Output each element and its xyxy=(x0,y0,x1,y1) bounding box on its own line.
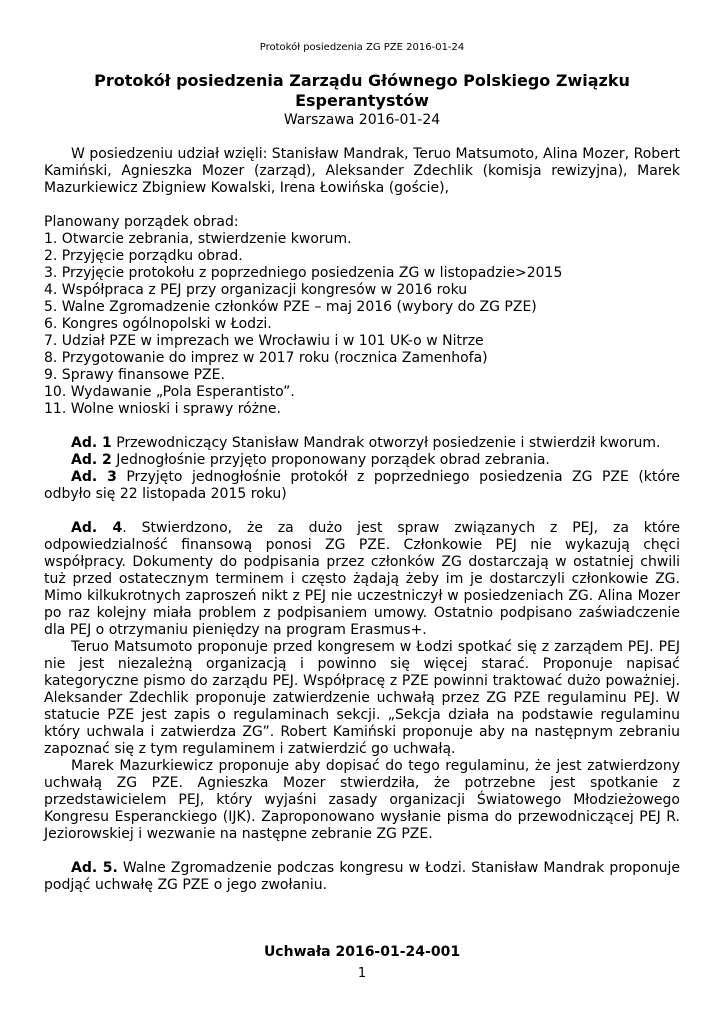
running-header: Protokół posiedzenia ZG PZE 2016-01-24 xyxy=(259,42,465,53)
agenda xyxy=(44,214,680,418)
ad1-paragraph xyxy=(44,435,680,452)
page-number: 1 xyxy=(357,966,367,981)
ad2-label: Ad. 2 xyxy=(71,452,112,468)
list-item: 7. Udział PZE w imprezach we Wrocławiu i w 101 UK-o w Nitrze xyxy=(44,333,484,349)
list-item: 3. Przyjęcie protokołu z poprzedniego posiedzenia ZG w listopadzie>2015 xyxy=(44,265,563,281)
ad3-paragraph xyxy=(44,469,680,503)
document-body xyxy=(44,146,680,894)
ad5-paragraph xyxy=(44,860,680,894)
list-item: 6. Kongres ogólnopolski w Łodzi. xyxy=(44,316,272,332)
list-item: 11. Wolne wnioski i sprawy różne. xyxy=(44,401,281,417)
place-date: Warszawa 2016-01-24 xyxy=(283,112,441,128)
ad4-paragraph xyxy=(44,520,680,639)
agenda-heading: Planowany porządek obrad: xyxy=(44,214,239,230)
list-item: 8. Przygotowanie do imprez w 2017 roku (rocznica Zamenhofa) xyxy=(44,350,488,366)
attendance-paragraph: W posiedzeniu udział wzięli: Stanisław Mandrak, Teruo Matsumoto, Alina Mozer, Robert Kamiński, Agnieszka Mozer (zarząd), Aleksander Zdechlik (komisja rewizyjna), Marek Mazurkiewicz Zbigniew Kowalski, Irena Łowińska (goście), xyxy=(44,146,680,196)
ad4-paragraph-3: Marek Mazurkiewicz proponuje aby dopisać do tego regulaminu, że jest zatwierdzony uchwałą ZG PZE. Agnieszka Mozer stwierdziła, że potrzebne jest spotkanie z przedstawicielem PEJ, który wyjaśni zasady organizacji Światowego Młodzieżowego Kongresu Esperanckiego (IJK). Zaproponowano wysłanie pisma do przewodniczącej PEJ R. Jeziorowskiej i wezwanie na następne zebranie ZG PZE. xyxy=(44,758,680,842)
ad3-text: Przyjęto jednogłośnie protokół z poprzedniego posiedzenia ZG PZE (które odbyło się 22 listopada 2015 roku) xyxy=(44,469,681,502)
list-item: 1. Otwarcie zebrania, stwierdzenie kworum. xyxy=(44,231,352,247)
ad3-label: Ad. 3 xyxy=(71,469,117,485)
ad4-label: Ad. 4 xyxy=(71,520,123,536)
ad5-text: Walne Zgromadzenie podczas kongresu w Łodzi. Stanisław Mandrak proponuje podjąć uchwałę ZG PZE o jego zwołaniu. xyxy=(44,860,681,893)
ad2-paragraph xyxy=(44,452,680,469)
ad1-text: Przewodniczący Stanisław Mandrak otworzył posiedzenie i stwierdził kworum. xyxy=(111,435,661,451)
ad4-paragraph-2: Teruo Matsumoto proponuje przed kongresem w Łodzi spotkać się z zarządem PEJ. PEJ nie jest niezależną organizacją i powinno się więcej starać. Proponuje napisać kategoryczne pismo do zarządu PEJ. Współpracę z PZE powinni traktować dużo poważniej. Aleksander Zdechlik proponuje zatwierdzenie uchwałą przez ZG PZE regulaminu PEJ. W statucie PZE jest zapis o regulaminach sekcji. „Sekcja działa na podstawie regulaminu który uchwala i zatwierdza ZG”. Robert Kamiński proponuje aby na następnym zebraniu zapoznać się z tym regulaminem i zatwierdzić go uchwałą. xyxy=(44,639,680,757)
list-item: 2. Przyjęcie porządku obrad. xyxy=(44,248,243,264)
document-title: Protokół posiedzenia Zarządu Głównego Polskiego Związku Esperantystów xyxy=(94,71,630,110)
ad4-text: . Stwierdzono, że za dużo jest spraw związanych z PEJ, za które odpowiedzialność finansową ponosi ZG PZE. Członkowie PEJ nie wykazują chęci współpracy. Dokumenty do podpisania przez członków ZG dostarczają w ostatniej chwili tuż przed ostatecznym terminem i często żądają żeby im je dostarczyli członkowie ZG. Mimo kilkukrotnych zaproszeń nikt z PEJ nie uczestniczył w posiedzeniach ZG. Alina Mozer po raz kolejny miała problem z podpisaniem umowy. Ostatnio podpisano zaświadczenie dla PEJ o otrzymaniu pieniędzy na program Erasmus+. xyxy=(44,520,680,638)
list-item: 9. Sprawy finansowe PZE. xyxy=(44,367,225,383)
list-item: 4. Współpraca z PEJ przy organizacji kongresów w 2016 roku xyxy=(44,282,468,298)
ad2-text: Jednogłośnie przyjęto proponowany porządek obrad zebrania. xyxy=(111,452,550,468)
ad5-label: Ad. 5. xyxy=(71,860,118,876)
resolution-heading: Uchwała 2016-01-24-001 xyxy=(263,944,461,960)
list-item: 5. Walne Zgromadzenie członków PZE – maj 2016 (wybory do ZG PZE) xyxy=(44,299,537,315)
ad1-label: Ad. 1 xyxy=(71,435,112,451)
list-item: 10. Wydawanie „Pola Esperantisto”. xyxy=(44,384,295,400)
